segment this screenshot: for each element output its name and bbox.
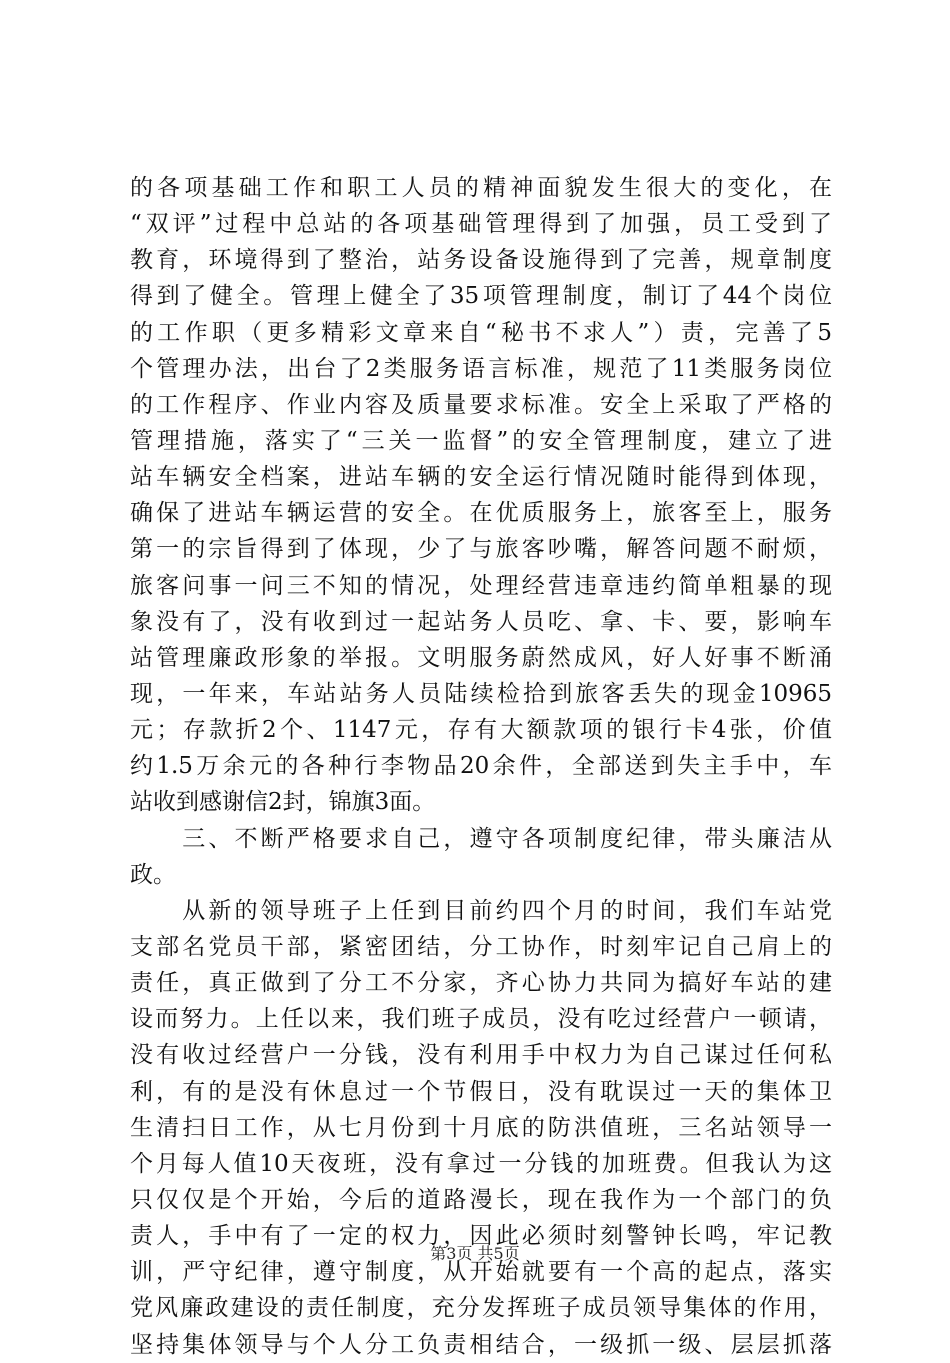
document-body [130, 170, 832, 1363]
text-line: 坚持集体领导与个人分工负责相结合，一级抓一级、层层抓落 [130, 1331, 832, 1358]
section-heading-line: 三、不断严格要求自己，遵守各项制度纪律，带头廉洁从 [130, 825, 832, 852]
text-line: 约1.5万余元的各种行李物品20余件，全部送到失主手中，车 [130, 753, 832, 780]
text-line: 得到了健全。管理上健全了35项管理制度，制订了44个岗位 [130, 283, 832, 310]
text-line: 象没有了，没有收到过一起站务人员吃、拿、卡、要，影响车 [130, 608, 832, 635]
text-line: 党风廉政建设的责任制度，充分发挥班子成员领导集体的作用， [130, 1295, 832, 1322]
text-line: 训，严守纪律，遵守制度，从开始就要有一个高的起点，落实 [130, 1259, 832, 1286]
text-line: 旅客问事一问三不知的情况，处理经营违章违约简单粗暴的现 [130, 572, 832, 599]
text-line: 现，一年来，车站站务人员陆续检拾到旅客丢失的现金10965 [130, 680, 832, 707]
text-line: 第一的宗旨得到了体现，少了与旅客吵嘴，解答问题不耐烦， [130, 536, 832, 563]
text-line: 教育，环境得到了整治，站务设备设施得到了完善，规章制度 [130, 247, 832, 274]
text-line: 没有收过经营户一分钱，没有利用手中权力为自己谋过任何私 [130, 1042, 832, 1069]
text-line: “双评”过程中总站的各项基础管理得到了加强，员工受到了 [130, 211, 832, 238]
text-line: 利，有的是没有休息过一个节假日，没有耽误过一天的集体卫 [130, 1078, 832, 1105]
text-line: 站收到感谢信2封，锦旗3面。 [130, 789, 436, 816]
text-line: 的工作职（更多精彩文章来自“秘书不求人”）责，完善了5 [130, 319, 832, 346]
text-line: 设而努力。上任以来，我们班子成员，没有吃过经营户一顿请， [130, 1006, 832, 1033]
text-line: 责人，手中有了一定的权力，因此必须时刻警钟长鸣，牢记教 [130, 1223, 832, 1250]
text-line: 只仅仅是个开始，今后的道路漫长，现在我作为一个部门的负 [130, 1186, 832, 1213]
text-line: 管理措施，落实了“三关一监督”的安全管理制度，建立了进 [130, 427, 832, 454]
text-line: 站管理廉政形象的举报。文明服务蔚然成风，好人好事不断涌 [130, 644, 832, 671]
text-line: 生清扫日工作，从七月份到十月底的防洪值班，三名站领导一 [130, 1114, 832, 1141]
text-line: 责任，真正做到了分工不分家，齐心协力共同为搞好车站的建 [130, 970, 832, 997]
text-line: 元；存款折2个、1147元，存有大额款项的银行卡4张，价值 [130, 717, 832, 744]
text-line: 支部名党员干部，紧密团结，分工协作，时刻牢记自己肩上的 [130, 933, 832, 960]
section-heading-line: 政。 [130, 861, 176, 888]
text-line: 确保了进站车辆运营的安全。在优质服务上，旅客至上，服务 [130, 500, 832, 527]
text-line: 站车辆安全档案，进站车辆的安全运行情况随时能得到体现， [130, 464, 832, 491]
page-footer: 第3页 共5页 [430, 1244, 520, 1263]
text-line: 个月每人值10天夜班，没有拿过一分钱的加班费。但我认为这 [130, 1150, 832, 1177]
text-line: 的工作程序、作业内容及质量要求标准。安全上采取了严格的 [130, 391, 832, 418]
text-line: 个管理办法，出台了2类服务语言标准，规范了11类服务岗位 [130, 355, 832, 382]
text-line: 从新的领导班子上任到目前约四个月的时间，我们车站党 [130, 897, 832, 924]
text-line: 的各项基础工作和职工人员的精神面貌发生很大的变化，在 [130, 175, 832, 201]
